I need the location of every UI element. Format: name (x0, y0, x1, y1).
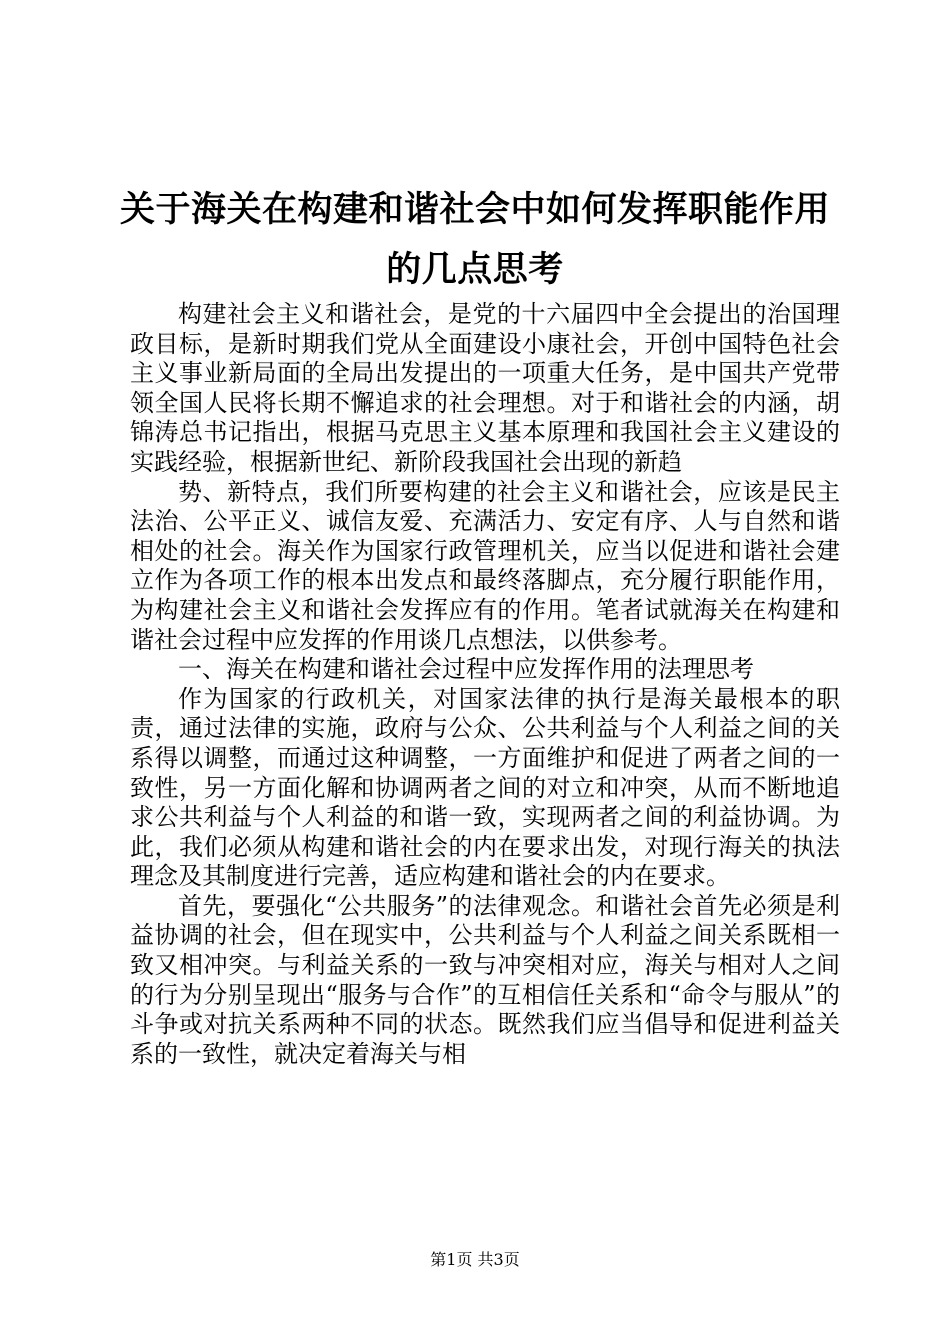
paragraph: 首先，要强化“公共服务”的法律观念。和谐社会首先必须是利益协调的社会，但在现实中，公共利益与个人利益之间关系既相一致又相冲突。与利益关系的一致与冲突相对应，海关与相对人之间的行为分别呈现出“服务与合作”的互相信任关系和“命令与服从”的斗争或对抗关系两种不同的状态。既然我们应当倡导和促进利益关系的一致性，就决定着海关与相 (130, 891, 840, 1068)
paragraph: 势、新特点，我们所要构建的社会主义和谐社会，应该是民主法治、公平正义、诚信友爱、充满活力、安定有序、人与自然和谐相处的社会。海关作为国家行政管理机关，应当以促进和谐社会建立作为各项工作的根本出发点和最终落脚点，充分履行职能作用，为构建社会主义和谐社会发挥应有的作用。笔者试就海关在构建和谐社会过程中应发挥的作用谈几点想法，以供参考。 (130, 477, 840, 654)
paragraph: 构建社会主义和谐社会，是党的十六届四中全会提出的治国理政目标，是新时期我们党从全面建设小康社会，开创中国特色社会主义事业新局面的全局出发提出的一项重大任务，是中国共产党带领全国人民将长期不懈追求的社会理想。对于和谐社会的内涵，胡锦涛总书记指出，根据马克思主义基本原理和我国社会主义建设的实践经验，根据新世纪、新阶段我国社会出现的新趋 (130, 300, 840, 476)
document-title-line-1: 关于海关在构建和谐社会中如何发挥职能作用 (120, 190, 831, 230)
section-heading: 一、海关在构建和谐社会过程中应发挥作用的法理思考 (178, 655, 754, 684)
page-number-footer: 第1页 共3页 (430, 1250, 520, 1269)
document-title-line-2: 的几点思考 (386, 250, 564, 290)
document-body (130, 300, 840, 1069)
paragraph: 作为国家的行政机关，对国家法律的执行是海关最根本的职责，通过法律的实施，政府与公众、公共利益与个人利益之间的关系得以调整，而通过这种调整，一方面维护和促进了两者之间的一致性，另一方面化解和协调两者之间的对立和冲突，从而不断地追求公共利益与个人利益的和谐一致，实现两者之间的利益协调。为此，我们必须从构建和谐社会的内在要求出发，对现行海关的执法理念及其制度进行完善，适应构建和谐社会的内在要求。 (130, 684, 840, 891)
